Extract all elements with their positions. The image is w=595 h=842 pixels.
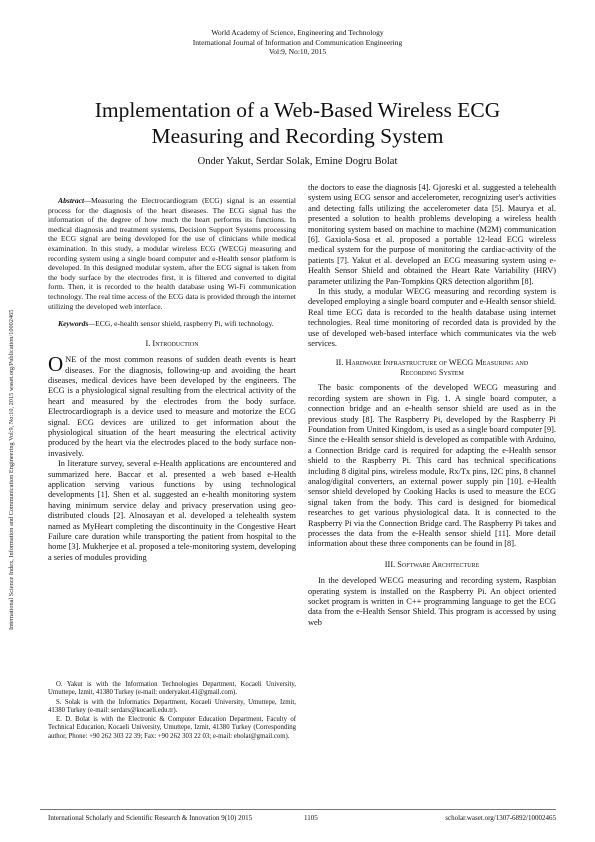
intro-paragraph-1 bbox=[48, 352, 296, 459]
journal-header bbox=[0, 28, 595, 57]
footnote-bolat: E. D. Bolat is with the Electronic & Computer Education Department, Faculty of Technical Education, Kocaeli University, Umuttepe, Izmit, 41380 Turkey (Corresponding author, Phone: +90 262 303 22 39; Fax: +90 262 303 22 03; e-mail: ebolat@gmail.com). bbox=[48, 716, 296, 740]
abstract-text: Measuring the Electrocardiogram (ECG) signal is an essential process for the diagnosis of the heart diseases. The ECG signal has the information of the degree of how much the heart performs its functions. In medical diagnosis and treatment systems, Decision Support Systems processing the ECG signal are being developed for the use of clinicians while medical examination. In this study, a modular wireless ECG (WECG) measuring and recording system using a single board computer and e-Health sensor platform is developed. In this designed modular system, after the ECG signal is taken from the body surface by the electrodes first, it is filtered and converted to digital form. Then, it is recorded to the health database using Wi-Fi communication technology. The real time access of the ECG data is provided through the internet utilizing the developed web interface. bbox=[48, 196, 296, 311]
journal-header-line3: Vol:9, No:10, 2015 bbox=[268, 47, 327, 56]
hardware-paragraph-1: The basic components of the developed WECG measuring and recording system are shown in Fig. 1. A single board computer, a connection bridge and an e-health sensor shield are used as in the previous study [8]. The Raspberry Pi, developed by the Raspberry Pi Foundation from United Kingdom, is used as a single board computer [9]. Since the e-Health sensor shield is developed as compatible with Arduino, a Connection Bridge card is required for adapting the e-Health sensor shield to the Raspberry Pi. This card has technical specifications including 8 digital pins, wireless module, Rx/Tx pins, I2C pins, 8 channel analog/digital converters, an external power supply pin [10]. e-Health sensor shield developed by Cooking Hacks is used to measure the ECG signal taken from the body. This card is designed for biomedical researches to get various physiological data. It is connected to the Raspberry Pi via the Connection Bridge card. The Raspberry Pi takes and processes the data from the e-Health sensor shield [11]. More detail information about these three components can be found in [8]. bbox=[308, 383, 556, 549]
footer-url: scholar.waset.org/1307-6892/10002465 bbox=[445, 814, 556, 822]
abstract: Abstract—Measuring the Electrocardiogram (ECG) signal is an essential process for the diagnosis of the heart diseases. The ECG signal has the information of the degree of how much the heart performs its functions. In medical diagnosis and treatment systems, Decision Support Systems processing the ECG signal are being developed for the use of clinicians while medical examination. In this study, a modular wireless ECG (WECG) measuring and recording system using a single board computer and e-Health sensor platform is developed. In this designed modular system, after the ECG signal is taken from the body surface by the electrodes first, it is filtered and converted to digital form. Then, it is recorded to the health database using Wi-Fi communication technology. The real time access of the ECG data is provided through the internet utilizing the developed web interface. Keywords—ECG, e-health sensor shield, raspberry Pi, wifi technology. bbox=[48, 196, 296, 329]
intro-paragraph-1-text: NE of the most common reasons of sudden death events is heart diseases. For the diagnosis, following-up and avoiding the heart diseases, medical devices have been developed by the engineers. The ECG is a physiological signal resulting from the electrical activity of the heart and measured by the electrodes from the body surface. Electrocardiograph is a device used to measure and motorize the ECG signal. ECG devices are utilized to get information about the physiological situation of the heart measuring the electrical activity produced by the heart via the electrodes placed to the body surface non-invasively. bbox=[48, 355, 296, 458]
page-number: 1105 bbox=[304, 814, 318, 822]
paper-title-line1: Implementation of a Web-Based Wireless ECG bbox=[94, 98, 501, 122]
right-column bbox=[308, 183, 556, 628]
journal-header-line1: World Academy of Science, Engineering and Technology bbox=[211, 28, 384, 37]
section-heading-hardware bbox=[308, 358, 556, 379]
section-heading-introduction: I. Introduction bbox=[145, 338, 199, 348]
intro-paragraph-3: the doctors to ease the diagnosis [4]. Gjoreski et al. suggested a telehealth system using ECG sensor and accelerometer, recognizing user's activities and detecting falls utilizing the accelerometer data [5]. Maurya et al. presented a solution to health problems developing a wireless health monitoring system based on machine to machine (M2M) communication [6]. Gaxiola-Sosa et al. proposed a portable 12-lead ECG wireless medical system for the purpose of monitoring the cardiac-activity of the patients [7]. Yakut et al. developed an ECG measuring system using e-Health Sensor Shield and obtained the Heart Rate Variability (HRV) parameter utilizing the Pan-Tompkins QRS detection algorithm [8]. bbox=[308, 183, 556, 286]
section-heading-hardware-line2: Recording System bbox=[400, 367, 464, 377]
keywords-text: ECG, e-health sensor shield, raspberry Pi, wifi technology. bbox=[95, 319, 274, 329]
side-margin-text: International Science Index, Information and Communication Engineering Vol:9, No:10, 2015 waset.org/Publication/10002465 bbox=[8, 309, 15, 630]
software-paragraph-1: In the developed WECG measuring and recording system, Raspbian operating system is installed on the Raspberry Pi. An object oriented socket program is written in C++ programming language to get the ECG data from the e-Health Sensor Shield. This program is accessed by using web bbox=[308, 576, 556, 627]
section-heading-software: III. Software Architecture bbox=[384, 559, 480, 569]
paper-title bbox=[40, 97, 555, 149]
keywords-label: Keywords bbox=[58, 319, 89, 329]
left-column bbox=[48, 196, 296, 563]
journal-header-line2: International Journal of Information and Communication Engineering bbox=[192, 37, 403, 47]
footnote-yakut: O. Yakut is with the Information Technologies Department, Kocaeli University, Umuttepe, Izmit, 41380 Turkey (e-mail: onderyakut.41@gmail.com). bbox=[48, 681, 296, 697]
footer-publisher: International Scholarly and Scientific Research & Innovation 9(10) 2015 bbox=[48, 814, 253, 822]
side-margin-note bbox=[6, 210, 18, 630]
intro-paragraph-2: In literature survey, several e-Health applications are encountered and summarized here. Baccar et al. presented a web based e-Health application serving various functions by using technological developments [1]. Shen et al. suggested an e-health monitoring system having minimum service delay and privacy preservation using geo-distributed clouds [2]. Alnosayan et al. developed a telehealth system named as MyHeart completing the discontinuity in the Congestive Heart Failure care duration while transporting the patient from hospital to the home [3]. Mukherjee et al. proposed a tele-monitoring system, developing a series of modules providing bbox=[48, 459, 296, 562]
section-heading-hardware-line1: II. Hardware Infrastructure of WECG Measuring and bbox=[335, 357, 529, 367]
intro-paragraph-4: In this study, a modular WECG measuring and recording system is developed employing a single board computer and e-Health sensor shield. Real time ECG data is recorded to the health database using internet technologies. Real time monitoring of recorded data is provided by the use of developed web-based interface which communicates via the web services. bbox=[308, 287, 556, 349]
footer-divider bbox=[40, 809, 556, 810]
drop-cap: O bbox=[48, 352, 64, 377]
paper-authors: Onder Yakut, Serdar Solak, Emine Dogru Bolat bbox=[197, 156, 398, 167]
author-footnotes bbox=[48, 681, 296, 742]
paper-title-line2: Measuring and Recording System bbox=[151, 124, 444, 148]
footnote-solak: S. Solak is with the Informatics Department, Kocaeli University, Umuttepe, Izmit, 41380 Turkey (e-mail: serdars@kocaeli.edu.tr). bbox=[48, 698, 296, 714]
abstract-label: Abstract bbox=[58, 196, 85, 205]
